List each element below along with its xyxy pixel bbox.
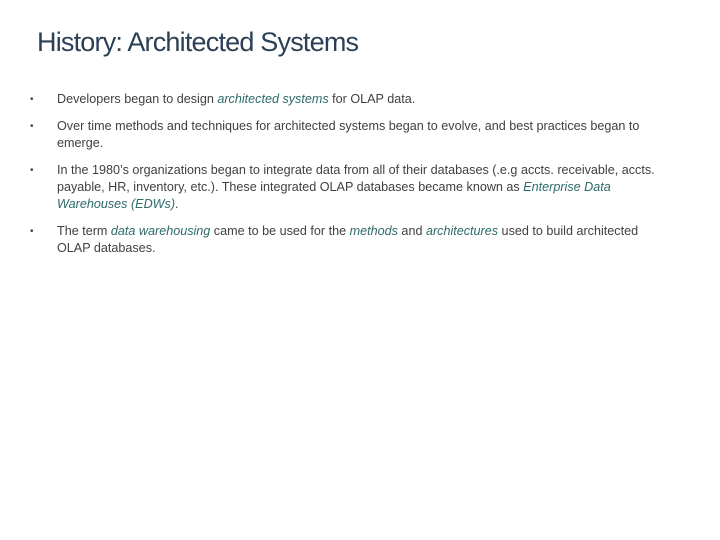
bullet-text: .	[175, 197, 179, 211]
bullet-text: The term	[57, 224, 111, 238]
bullet-item	[30, 91, 670, 108]
bullet-text: used to build architected OLAP databases.	[57, 224, 639, 255]
bullet-emphasis: architectures	[425, 224, 499, 238]
slide-title: History: Architected Systems	[37, 27, 359, 57]
bullet-list	[30, 91, 670, 267]
bullet-item	[30, 118, 670, 152]
bullet-emphasis: methods	[349, 224, 398, 238]
bullet-item	[30, 223, 670, 257]
bullet-emphasis: Enterprise Data Warehouses (EDWs)	[57, 180, 611, 211]
bullet-text: Over time methods and techniques for architected systems began to evolve, and best practices began to emerge.	[57, 119, 640, 150]
bullet-text: Developers began to design	[57, 92, 218, 106]
bullet-emphasis: architected systems	[217, 92, 329, 106]
bullet-item	[30, 162, 670, 213]
bullet-text: for OLAP data.	[328, 92, 416, 106]
bullet-emphasis: data warehousing	[110, 224, 211, 238]
bullet-text: came to be used for the	[210, 224, 350, 238]
bullet-text: and	[397, 224, 426, 238]
bullet-text: In the 1980’s organizations began to integrate data from all of their databases (.e.g accts. receivable, accts. payable, HR, inventory, etc.). These integrated OLAP databases became known as	[57, 163, 655, 194]
